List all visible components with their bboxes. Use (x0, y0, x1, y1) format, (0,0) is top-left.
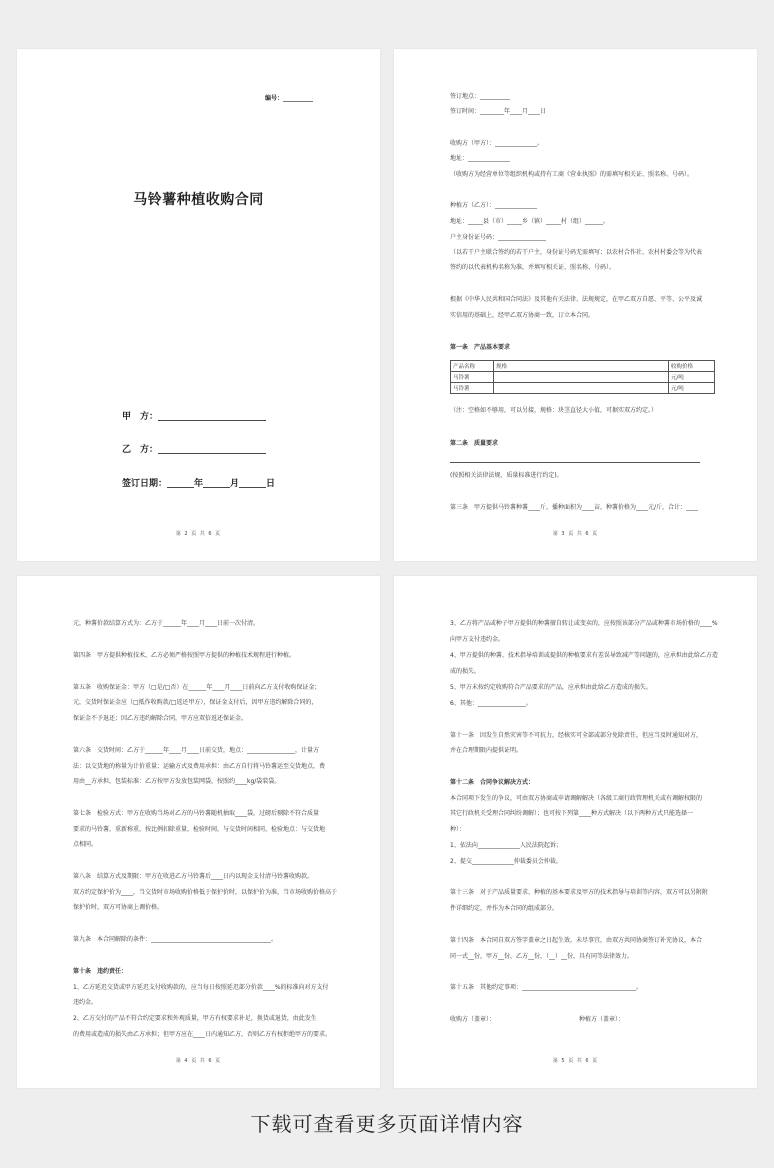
page-footer: 第 4 页 共 6 页 (175, 1058, 222, 1064)
article-14: 第十四条 本合同自双方签字盖章之日起生效，未尽事宜，由双方共同协商签订补充协议，本合 (450, 937, 703, 944)
text-line: 点相同。 (73, 841, 98, 848)
article-5: 第五条 收购保证金：甲方（□是/□否）在______年____月____日前向乙方支付收购保证金； (73, 684, 321, 691)
text-line: （以若干户主联合签约的若干户主，身份证号码无需填写；以农村合作社、农村村委会等为代表 (450, 249, 703, 256)
text-line: 违约金。 (73, 999, 98, 1006)
article-9: 第九条 本合同解除的条件：________________________________________。 (73, 936, 278, 943)
article-2-note: (按照相关法律法规、质量标准进行约定)。 (450, 472, 563, 479)
text-line: 签约的以代表机构名称为准，并填写相关证、照名称、号码）。 (450, 264, 616, 271)
page-footer: 第 3 页 共 6 页 (552, 531, 599, 537)
text-line: 实信用的基础上，经甲乙双方协商一致，订立本合同。 (450, 312, 595, 319)
text-line: 签订时间：________年____月____日 (450, 108, 547, 115)
article-12-title: 第十二条 合同争议解决方式： (450, 779, 535, 786)
text-line: 种植方（乙方）：______________ (450, 202, 538, 209)
article-10-title: 第十条 违约责任： (73, 968, 128, 975)
text-line: 的费用或造成的损失由乙方承担；但甲方应在____日内通知乙方，否则乙方有权拒绝甲方的要求。 (73, 1031, 332, 1038)
text-line: 用由__方承担，包装标准：乙方按甲方发放包装网袋，按照约____kg/袋装袋。 (73, 778, 281, 785)
purchaser-seal-label: 收购方（盖章）： (450, 1016, 496, 1023)
contract-title: 马铃薯种植收购合同 (133, 192, 264, 208)
text-line: 1、乙方延迟交货或甲方延迟支付收购款的，应当每日按照延迟部分价款____%的标准向对方支付 (73, 984, 329, 991)
article-7: 第七条 检验方式：甲方在收购当场对乙方的马铃薯随机抽取____袋，过磅后剔除不符合质量 (73, 810, 320, 817)
table-cell: 元/吨 (669, 372, 715, 383)
text-line: 法：以交货地的称量为计价重量；运输方式及费用承担：由乙方自行将马铃薯运至交货地点，费 (73, 763, 326, 770)
article-1-title: 第一条 产品基本要求 (450, 344, 511, 351)
table-header-row (451, 361, 715, 372)
article-4: 第四条 甲方提供种植技术，乙方必须严格按照甲方提供的种植技术规程进行种植。 (73, 652, 296, 659)
table-header-cell: 收购价格 (669, 361, 715, 372)
text-line: 2、乙方交付的产品不符合约定要求和外观质量，甲方有权要求补足，换货或退货，由此发生 (73, 1015, 317, 1022)
download-caption: 下载可查看更多页面详情内容 (250, 1112, 524, 1136)
text-line: 收购方（甲方）：______________。 (450, 140, 544, 147)
text-line: 保护价时，双方可协商上调价格。 (73, 904, 164, 911)
text-line: （收购方为经营单位等组织机构或持有工商《营业执照》的需填写相关证、照名称、号码）。 (450, 171, 694, 178)
table-cell (494, 383, 669, 394)
text-line: 户主身份证号码：________________ (450, 234, 547, 241)
text-line: 成的损失。 (450, 668, 481, 675)
sign-date-field: 签订日期：______年______月______日 (122, 479, 276, 489)
text-line: 双方约定保护价为____，当交货时市场收购价格低于保护价时，以保护价为准，当市场收购价格高于 (73, 889, 338, 896)
article-8: 第八条 结算方式及期限：甲方在收进乙方马铃薯后____日内以现金支付清马铃薯收购款。 (73, 873, 314, 880)
text-line: 本合同项下发生的争议，可由双方协商或申请调解解决（各级工商行政管理机关或有调解权限的 (450, 795, 703, 802)
article-11: 第十一条 因发生自然灾害等不可抗力，经核实可全部或部分免除责任，但应当及时通知对方， (450, 732, 703, 739)
text-line: 6、其他：________________。 (450, 700, 532, 707)
text-line: 向甲方支付违约金。 (450, 636, 505, 643)
table-cell: 元/吨 (669, 383, 715, 394)
table-row (451, 372, 715, 383)
text-line: 并在合理期限内提供证明。 (450, 747, 523, 754)
text-line: 根据《中华人民共和国合同法》及其他有关法律、法规规定，在甲乙双方自愿、平等、公平及诚 (450, 296, 703, 303)
table-cell: 马铃薯 (451, 372, 494, 383)
text-line: 地址：______________ (450, 155, 511, 162)
text-line: 件详细约定，并作为本合同的组成部分。 (450, 905, 559, 912)
document-page-2 (394, 49, 757, 561)
article-3-text: 第三条 甲方提供马铃薯种薯____斤，播种面积为____亩，种薯价格为____元/斤，合计：____ (450, 504, 699, 511)
table-row (451, 383, 715, 394)
text-line: 5、甲方未按约定收购符合产品要求的产品，应承担由此给乙方造成的损失。 (450, 684, 652, 691)
text-line: 同一式__份，甲方__份，乙方__份，（__）__份，具有同等法律效力。 (450, 953, 634, 960)
table-note: （注：空格如不够用，可以另接，规格：块茎直径大小值，可据实双方约定。） (450, 407, 658, 414)
text-line: 签订地点：__________ (450, 93, 511, 100)
text-line: 保证金不予退还；因乙方违约解除合同，甲方应双倍返还保证金。 (73, 715, 248, 722)
text-line: 2、提交______________仲裁委员会仲裁。 (450, 858, 562, 865)
text-line: 3、乙方将产品或种子甲方提供的种薯擅自转让或变卖的，应按照该部分产品或种薯市场价格的____% (450, 620, 718, 627)
table-header-cell: 产品名称 (451, 361, 494, 372)
text-line: 地址：_____县（市）_____乡（镇）_____村（组）______。 (450, 218, 610, 225)
table-cell (494, 372, 669, 383)
text-line: 其它行政机关受理合同纠纷调解）；也可按下列第____种方式解决（以下两种方式只能选择一 (450, 810, 694, 817)
party-a-field: 甲 方：________________________ (122, 412, 267, 422)
party-b-field: 乙 方：________________________ (122, 445, 267, 455)
article-15: 第十五条 其他约定事项：______________________________________。 (450, 984, 643, 991)
article-2-title: 第二条 质量要求 (450, 440, 499, 447)
grower-seal-label: 种植方（盖章）： (579, 1016, 625, 1023)
text-line: 元，种薯价款结算方式为：乙方于______年____月____日前一次付清。 (73, 620, 260, 627)
document-page-cover (17, 49, 380, 561)
table-header-cell: 规格 (494, 361, 669, 372)
text-line: 种）： (450, 826, 466, 833)
page-footer: 第 5 页 共 6 页 (552, 1058, 599, 1064)
article-13: 第十三条 对于产品质量要求、种植的基本要求及甲方的技术指导与培训等内容，双方可以另附附 (450, 889, 709, 896)
text-line: 1、依法向______________人民法院起诉； (450, 842, 562, 849)
text-line: 4、甲方提供的种薯、技术指导培训或提供的种植要求有差误导致减产等问题的，应承担由此给乙方造 (450, 652, 718, 659)
document-page-3 (17, 576, 380, 1088)
blank-line (450, 462, 700, 463)
contract-number-label: 编号：__________ (265, 95, 314, 102)
document-page-4 (394, 576, 757, 1088)
table-cell: 马铃薯 (451, 383, 494, 394)
text-line: 元，交货时保证金应（□抵作收购款/□返还甲方），保证金支付后，因甲方违约解除合同的， (73, 699, 318, 706)
page-footer: 第 2 页 共 6 页 (175, 531, 222, 537)
text-line: 要求的马铃薯，重新称重，按比例扣除重量，检验时间，与交货时间相同，检验地点：与交货地 (73, 826, 326, 833)
product-table (450, 360, 715, 394)
article-6: 第六条 交货时间：乙方于______年____月____日前交货，地点：________________，计量方 (73, 747, 320, 754)
